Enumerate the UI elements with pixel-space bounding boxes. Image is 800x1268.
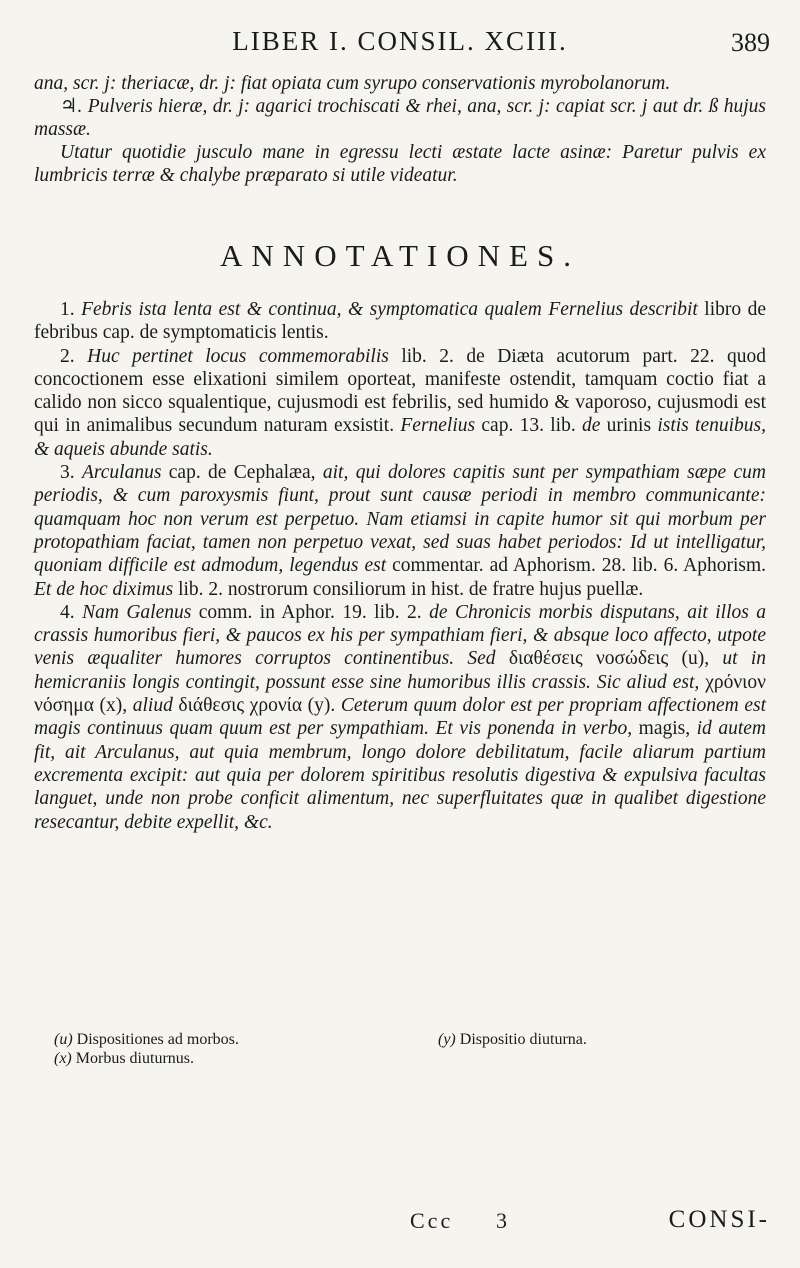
footnotes-left-column [54, 1030, 394, 1068]
annotation-note [34, 298, 766, 345]
annotation-note [34, 345, 766, 461]
footnotes-right-column [438, 1030, 758, 1049]
note-text-run: commentar. ad Aphorism. 28. lib. 6. Aphorism. [386, 555, 766, 577]
running-title: LIBER I. CONSIL. XCIII. [232, 26, 568, 56]
annotation-note [34, 461, 766, 601]
footnote-mark: (y) [438, 1031, 456, 1048]
note-text-run: de [581, 415, 601, 437]
note-text-run: χρόνιον νόσημα (x), [34, 671, 766, 717]
note-text-run: libro de febribus cap. de symptomaticis lentis. [34, 299, 767, 344]
note-text-run: lib. 2. nostrorum consiliorum in hist. de fratre hujus puellæ. [173, 578, 644, 600]
note-text-run: comm. in Aphor. 19. lib. 2. [191, 601, 430, 623]
note-text-run: διαθέσεις νοσώδεις (u), [495, 648, 723, 670]
note-text-run: urinis [600, 415, 658, 437]
footnote-mark: (x) [54, 1050, 72, 1067]
note-text-run: Et de hoc diximus [34, 578, 174, 600]
footnote [54, 1049, 394, 1068]
note-text-run: 4. [60, 601, 83, 623]
section-title: ANNOTATIONES. [220, 238, 580, 273]
footnote [438, 1030, 758, 1049]
note-text-run: Febris ista lenta est & continua, & symptomatica qualem Fernelius describit [81, 299, 698, 320]
footnote-text: Dispositio diuturna. [455, 1031, 587, 1048]
note-text-run: id autem fit, ait Arculanus, aut quia membrum, longo dolore debilitatum, facile aliarum partium excrementa excipit: aut quia per dolorem spiritibus resolutis digestiva & expulsiva facultas languet, unde non probe conficit alimentum, nec superfluitates quæ in qualibet digestione resecantur, debite expellit, &c. [34, 718, 766, 833]
signature-mark: Ccc [410, 1208, 454, 1233]
note-text-run: lib. 2. de Diæta acutorum part. 22. quod concoctionem esse elixationi similem oporteat, manifeste ostendit, tamquam coctio fiat a calido non sicco squalentique, cujusmodi est febrilis, sed humido & vaporoso, cujusmodi est qui in animalibus secundum naturam exsistit. [34, 345, 766, 437]
note-text-run: magis, [632, 718, 697, 740]
note-text-run: διάθεσις χρονία (y). [172, 695, 341, 717]
prescription-line: Utatur quotidie jusculo mane in egressu lecti æstate lacte asinæ: Paretur pulvis ex lumbricis terræ & chalybe præparato si utile videatur. [34, 142, 766, 186]
annotation-note [34, 601, 766, 834]
note-text-run: ut in hemicraniis longis contingit, possunt esse sine humoribus illis crassis. Sic aliud est, [34, 648, 766, 693]
note-text-run: 3. [60, 462, 82, 484]
note-text-run: cap. 13. lib. [475, 415, 582, 437]
footnote [54, 1030, 394, 1049]
annotations-body [34, 298, 766, 834]
prescription-line: ♃. Pulveris hieræ, dr. j: agarici trochiscati & rhei, ana, scr. j: capiat scr. j aut dr. ß hujus massæ. [34, 96, 766, 140]
footnote-text: Dispositiones ad morbos. [72, 1031, 239, 1048]
note-text-run: cap. de Cephalæa, [161, 462, 323, 484]
prescription-text [34, 72, 766, 187]
footnote-mark: (u) [54, 1031, 73, 1048]
page-header [0, 26, 800, 66]
note-text-run: ait, qui dolores capitis sunt per sympathiam sæpe cum periodis, & cum paroxysmis fiunt, prout sunt causæ periodi in membro communicante: quamquam hoc non verum est perpetuo. Nam etiamsi in capite humor sit qui morbum per protopathiam faciat, tamen non perpetuo vexat, sed suas habet periodos: Id ut intelligatur, quoniam difficile est admodum, legendus est [34, 462, 766, 577]
signature-number: 3 [496, 1208, 507, 1233]
note-text-run: de Chronicis morbis disputans, ait illos a crassis humoribus fieri, & paucos ex his per sympathiam fieri, & absque loco affecto, utpote venis æqualiter humores corruptos continentibus. Sed [34, 601, 767, 670]
note-text-run: istis tenuibus, & aqueis abunde satis. [34, 415, 766, 460]
note-text-run: Ceterum quum dolor est per propriam affectionem est magis continuus quam quum est per sympathiam. Et vis ponenda in verbo, [34, 695, 766, 740]
note-text-run: 1. [60, 299, 82, 320]
page-number: 389 [731, 28, 770, 57]
note-text-run: Fernelius [400, 415, 476, 437]
note-text-run: Huc pertinet locus commemorabilis [87, 345, 389, 367]
catchword: CONSI- [668, 1206, 770, 1233]
note-text-run: aliud [132, 695, 173, 717]
note-text-run: Nam Galenus [82, 601, 192, 623]
prescription-line: ana, scr. j: theriacæ, dr. j: fiat opiata cum syrupo conservationis myrobolanorum. [34, 73, 671, 94]
note-text-run: 2. [60, 345, 88, 367]
note-text-run: Arculanus [81, 462, 162, 484]
footnote-text: Morbus diuturnus. [71, 1050, 194, 1067]
